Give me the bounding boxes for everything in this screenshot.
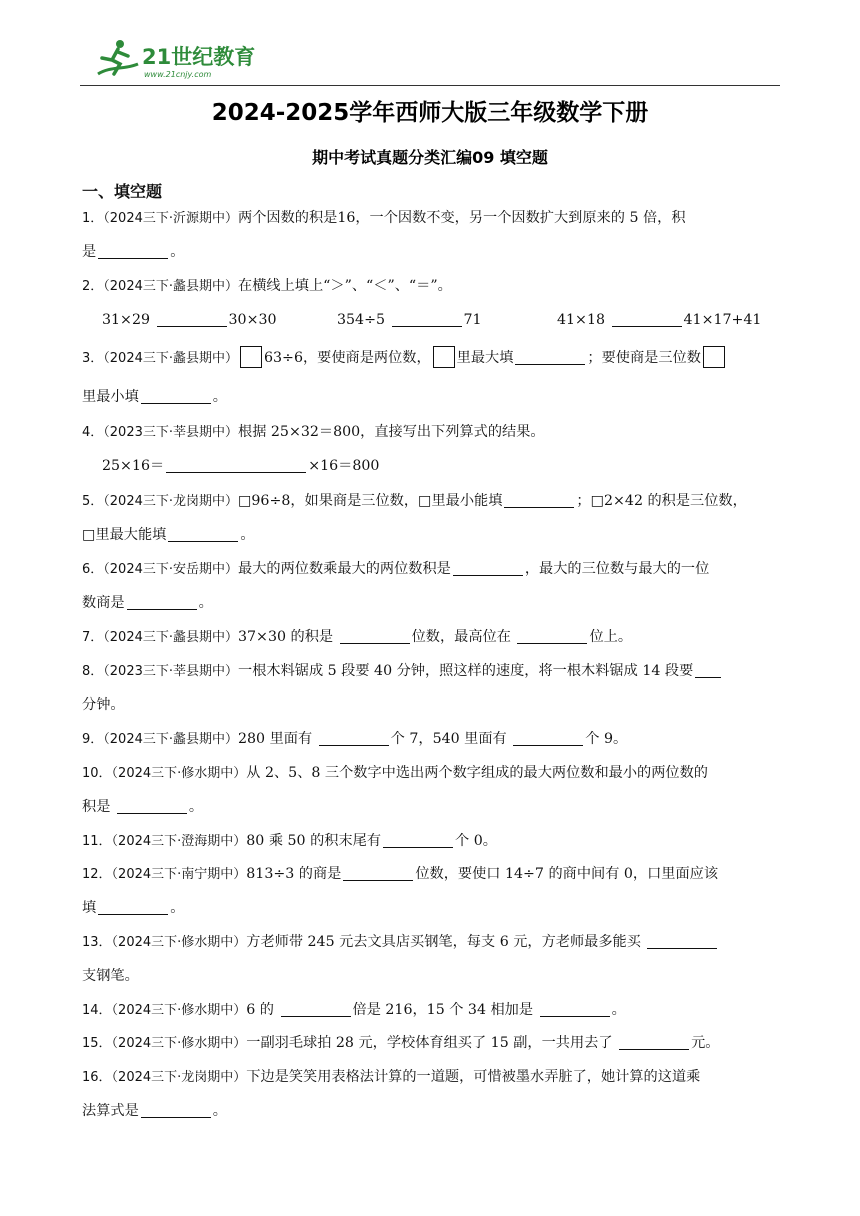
answer-blank[interactable] bbox=[619, 1033, 689, 1050]
answer-blank[interactable] bbox=[168, 525, 238, 542]
answer-box[interactable] bbox=[433, 346, 455, 368]
question-8-line-2: 分钟。 bbox=[82, 697, 125, 713]
question-5-line-2: □里最大能填 。 bbox=[82, 527, 255, 543]
answer-blank[interactable] bbox=[98, 242, 168, 259]
answer-blank[interactable] bbox=[98, 898, 168, 915]
answer-blank[interactable] bbox=[127, 593, 197, 610]
page-subtitle: 期中考试真题分类汇编09 填空题 bbox=[312, 148, 548, 167]
answer-blank[interactable] bbox=[540, 1000, 610, 1017]
answer-blank[interactable] bbox=[612, 310, 682, 327]
question-2-line-1: 2．（2024三下·蠡县期中）在横线上填上“＞”、“＜”、“＝”。 bbox=[82, 278, 452, 294]
answer-blank[interactable] bbox=[281, 1000, 351, 1017]
question-14: 14．（2024三下·修水期中）6 的 倍是 216，15 个 34 相加是 。 bbox=[82, 1002, 626, 1018]
answer-blank[interactable] bbox=[141, 1101, 211, 1118]
question-2-line-2: 31×29 30×30 354÷5 71 41×18 41×17+41 bbox=[102, 312, 762, 328]
answer-blank[interactable] bbox=[319, 729, 389, 746]
question-3-line-2: 里最小填 。 bbox=[82, 389, 227, 405]
answer-blank[interactable] bbox=[453, 559, 523, 576]
question-8-line-1: 8．（2023三下·莘县期中）一根木料锯成 5 段要 40 分钟，照这样的速度，将一根木料锯成 14 段要 bbox=[82, 654, 782, 689]
question-6-line-1: 6．（2024三下·安岳期中）最大的两位数乘最大的两位数积是 ，最大的三位数与最大的一位 bbox=[82, 561, 710, 577]
question-1-line-1 bbox=[82, 201, 782, 236]
runner-logo-icon bbox=[90, 36, 260, 80]
question-10-line-1: 10．（2024三下·修水期中）从 2、5、8 三个数字中选出两个数字组成的最大两位数和最小的两位数的 bbox=[82, 765, 708, 781]
answer-box[interactable] bbox=[240, 346, 262, 368]
answer-blank[interactable] bbox=[141, 387, 211, 404]
question-source: （2024三下·沂源期中） bbox=[103, 211, 238, 226]
question-6-line-2: 数商是 。 bbox=[82, 595, 213, 611]
question-16-line-2: 法算式是 。 bbox=[82, 1103, 227, 1119]
answer-blank[interactable] bbox=[517, 627, 587, 644]
section-title: 一、填空题 bbox=[82, 182, 163, 201]
answer-blank[interactable] bbox=[695, 661, 721, 678]
answer-blank[interactable] bbox=[515, 348, 585, 365]
question-15: 15．（2024三下·修水期中）一副羽毛球拍 28 元，学校体育组买了 15 副，一共用去了 元。 bbox=[82, 1035, 720, 1051]
header-rule bbox=[80, 85, 780, 86]
question-9: 9．（2024三下·蠡县期中）280 里面有 个 7，540 里面有 个 9。 bbox=[82, 731, 628, 747]
question-5-line-1: 5．（2024三下·龙岗期中）□96÷8，如果商是三位数，□里最小能填 ；□2×42 的积是三位数， bbox=[82, 493, 747, 509]
page-title: 2024-2025学年西师大版三年级数学下册 bbox=[211, 100, 649, 126]
answer-blank[interactable] bbox=[340, 627, 410, 644]
question-3-line-1: 3．（2024三下·蠡县期中） 63÷6，要使商是两位数， 里最大填 ；要使商是三位数 bbox=[82, 341, 782, 376]
logo-text: 21世纪教育 bbox=[142, 45, 256, 69]
answer-box[interactable] bbox=[703, 346, 725, 368]
logo bbox=[90, 36, 260, 80]
question-13-line-2: 支钢笔。 bbox=[82, 968, 139, 984]
question-number: 1． bbox=[82, 211, 104, 226]
answer-blank[interactable] bbox=[513, 729, 583, 746]
question-1-line-2: 是 。 bbox=[82, 244, 185, 260]
question-text: 两个因数的积是16，一个因数不变，另一个因数扩大到原来的 5 倍，积 bbox=[238, 210, 686, 226]
answer-blank[interactable] bbox=[392, 310, 462, 327]
answer-blank[interactable] bbox=[647, 932, 717, 949]
answer-blank[interactable] bbox=[504, 491, 574, 508]
question-12-line-1: 12．（2024三下·南宁期中）813÷3 的商是 位数，要使口 14÷7 的商中间有 0，口里面应该 bbox=[82, 866, 719, 882]
question-4-line-1: 4．（2023三下·莘县期中）根据 25×32＝800，直接写出下列算式的结果。 bbox=[82, 424, 545, 440]
answer-blank[interactable] bbox=[166, 456, 306, 473]
question-11: 11．（2024三下·澄海期中）80 乘 50 的积末尾有 个 0。 bbox=[82, 833, 497, 849]
question-4-line-2: 25×16＝ ×16＝800 bbox=[102, 458, 380, 474]
answer-blank[interactable] bbox=[157, 310, 227, 327]
question-12-line-2: 填 。 bbox=[82, 900, 185, 916]
question-7: 7．（2024三下·蠡县期中）37×30 的积是 位数，最高位在 位上。 bbox=[82, 629, 633, 645]
question-10-line-2: 积是 。 bbox=[82, 799, 204, 815]
logo-url: www.21cnjy.com bbox=[144, 70, 212, 79]
answer-blank[interactable] bbox=[343, 864, 413, 881]
answer-blank[interactable] bbox=[117, 797, 187, 814]
answer-blank[interactable] bbox=[383, 831, 453, 848]
question-13-line-1: 13．（2024三下·修水期中）方老师带 245 元去文具店买钢笔，每支 6 元，方老师最多能买 bbox=[82, 925, 782, 960]
question-16-line-1: 16．（2024三下·龙岗期中）下边是笑笑用表格法计算的一道题，可惜被墨水弄脏了，她计算的这道乘 bbox=[82, 1069, 701, 1085]
